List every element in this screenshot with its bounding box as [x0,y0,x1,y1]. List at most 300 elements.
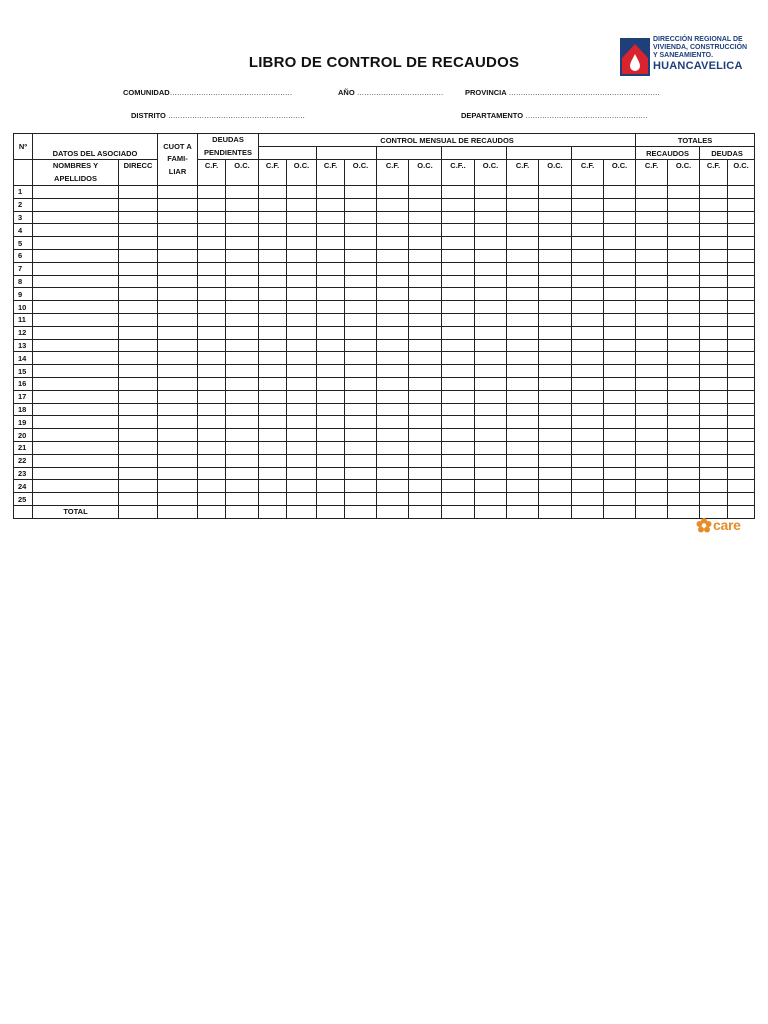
ledger-cell [442,301,475,314]
ledger-cell [475,262,507,275]
ledger-cell [636,326,668,339]
ledger-cell [226,326,259,339]
ledger-cell [409,275,442,288]
ledger-cell [158,262,198,275]
ledger-cell [287,249,317,262]
ledger-cell [119,288,158,301]
ledger-cell [198,454,226,467]
ledger-cell [636,365,668,378]
ledger-cell [539,186,572,199]
ledger-cell [345,429,377,442]
ledger-cell [158,339,198,352]
ledger-cell [33,365,119,378]
row-number: 6 [14,249,33,262]
ledger-cell [668,262,700,275]
ledger-cell [409,301,442,314]
ledger-cell [700,429,728,442]
ledger-cell [572,288,604,301]
row-number: 25 [14,493,33,506]
ledger-cell [507,441,539,454]
header-direcc: DIRECC [119,160,158,186]
ledger-cell [475,403,507,416]
header-month-col: O.C. [409,160,442,186]
ledger-cell [119,403,158,416]
ledger-cell [668,198,700,211]
ledger-cell [226,467,259,480]
ledger-cell [14,505,33,518]
ledger-cell [539,249,572,262]
ledger-cell [317,186,345,199]
ledger-cell [507,365,539,378]
header-month-col: C.F. [507,160,539,186]
ledger-cell [317,249,345,262]
month-group-2 [317,147,377,160]
ledger-cell [539,326,572,339]
ledger-cell [377,186,409,199]
ledger-cell [158,493,198,506]
header-deudas: DEUDAS [700,147,755,160]
ledger-cell [475,416,507,429]
ledger-cell [287,390,317,403]
ledger-cell [287,467,317,480]
ledger-cell [119,224,158,237]
ledger-cell [377,416,409,429]
header-numero-blank [14,160,33,186]
ledger-cell [442,288,475,301]
ledger-cell [33,454,119,467]
ledger-cell [158,429,198,442]
row-number: 14 [14,352,33,365]
ledger-cell [668,441,700,454]
ledger-cell [409,480,442,493]
ledger-cell [507,186,539,199]
ledger-cell [198,301,226,314]
ledger-cell [572,480,604,493]
ledger-cell [539,493,572,506]
ledger-cell [345,416,377,429]
ledger-cell [287,288,317,301]
row-number: 13 [14,339,33,352]
ledger-cell [198,198,226,211]
ledger-cell [345,211,377,224]
ledger-cell [539,429,572,442]
ledger-cell [636,480,668,493]
ledger-cell [442,493,475,506]
anio-label: AÑO [338,88,355,97]
ledger-cell [259,493,287,506]
ledger-cell [700,186,728,199]
ledger-cell [409,339,442,352]
ledger-cell [668,211,700,224]
ledger-cell [119,198,158,211]
ledger-cell [572,301,604,314]
ledger-cell [377,249,409,262]
ledger-cell [442,352,475,365]
ledger-cell [377,198,409,211]
ledger-cell [345,403,377,416]
ledger-cell [33,467,119,480]
ledger-cell [259,326,287,339]
ledger-cell [442,262,475,275]
ledger-cell [33,288,119,301]
ledger-cell [226,301,259,314]
collection-ledger-table [13,133,755,519]
ledger-cell [668,237,700,250]
ledger-cell [377,365,409,378]
ledger-cell [317,211,345,224]
ledger-cell [728,403,755,416]
ledger-cell [198,186,226,199]
ledger-cell [259,275,287,288]
ledger-cell [377,326,409,339]
ledger-cell [700,403,728,416]
ledger-cell [507,416,539,429]
month-group-1 [259,147,317,160]
ledger-cell [377,288,409,301]
document-title: LIBRO DE CONTROL DE RECAUDOS [248,54,520,71]
ledger-cell [33,198,119,211]
ledger-cell [287,377,317,390]
ledger-cell [33,262,119,275]
ledger-cell [409,262,442,275]
ledger-cell [409,429,442,442]
month-group-4 [442,147,507,160]
table-row [14,403,755,416]
ledger-cell [259,237,287,250]
row-number: 11 [14,313,33,326]
ledger-cell [507,352,539,365]
ledger-cell [345,467,377,480]
ledger-cell [636,454,668,467]
ledger-cell [119,467,158,480]
ledger-cell [539,262,572,275]
ledger-cell [345,390,377,403]
ledger-cell [345,237,377,250]
ledger-cell [33,301,119,314]
care-logo [696,516,748,536]
dvcs-huancavelica-logo [620,36,752,78]
ledger-cell [728,467,755,480]
ledger-cell [604,198,636,211]
ledger-cell [409,403,442,416]
anio-field [338,88,443,97]
header-month-col: O.C. [604,160,636,186]
ledger-cell [226,403,259,416]
ledger-cell [317,454,345,467]
ledger-cell [700,224,728,237]
ledger-cell [317,352,345,365]
ledger-cell [287,352,317,365]
ledger-cell [345,313,377,326]
ledger-cell [539,237,572,250]
ledger-cell [198,467,226,480]
ledger-cell [198,224,226,237]
ledger-cell [572,224,604,237]
row-number: 15 [14,365,33,378]
ledger-cell [728,262,755,275]
ledger-cell [198,403,226,416]
ledger-cell [604,288,636,301]
ledger-cell [345,493,377,506]
ledger-cell [198,339,226,352]
ledger-cell [572,211,604,224]
ledger-cell [604,237,636,250]
ledger-cell [539,352,572,365]
departamento-dots: …………………………………………… [525,111,648,120]
row-number: 5 [14,237,33,250]
ledger-body [14,186,755,519]
ledger-cell [287,301,317,314]
ledger-cell [119,441,158,454]
ledger-cell [33,480,119,493]
header-nombres: NOMBRES Y APELLIDOS [33,160,119,186]
ledger-cell [572,454,604,467]
ledger-cell [259,224,287,237]
ledger-cell [668,493,700,506]
ledger-cell [317,377,345,390]
ledger-cell [119,211,158,224]
ledger-cell [198,262,226,275]
distrito-field [131,111,305,120]
ledger-cell [198,237,226,250]
ledger-cell [728,326,755,339]
ledger-cell [636,339,668,352]
ledger-cell [604,275,636,288]
ledger-cell [119,275,158,288]
ledger-cell [198,326,226,339]
ledger-cell [33,339,119,352]
row-number: 20 [14,429,33,442]
ledger-cell [604,390,636,403]
ledger-cell [700,441,728,454]
ledger-cell [317,198,345,211]
ledger-cell [604,480,636,493]
anio-dots: ……………………………… [356,88,444,97]
ledger-cell [539,339,572,352]
ledger-cell [507,288,539,301]
header-numero: Nº [14,134,33,160]
ledger-cell [636,416,668,429]
ledger-cell [636,224,668,237]
ledger-cell [317,416,345,429]
ledger-cell [119,352,158,365]
ledger-cell [728,429,755,442]
ledger-cell [377,505,409,518]
header-month-col: O.C. [345,160,377,186]
ledger-cell [604,429,636,442]
ledger-cell [158,313,198,326]
ledger-cell [377,313,409,326]
row-number: 3 [14,211,33,224]
ledger-cell [604,493,636,506]
header-month-col: O.C. [475,160,507,186]
ledger-cell [539,416,572,429]
ledger-cell [668,429,700,442]
ledger-cell [119,313,158,326]
ledger-cell [259,416,287,429]
ledger-cell [475,352,507,365]
ledger-cell [475,301,507,314]
ledger-cell [507,262,539,275]
header-control-mensual: CONTROL MENSUAL DE RECAUDOS [259,134,636,147]
ledger-cell [259,352,287,365]
ledger-cell [345,288,377,301]
departamento-field [461,111,648,120]
ledger-cell [572,262,604,275]
ledger-cell [287,480,317,493]
ledger-cell [539,454,572,467]
ledger-cell [442,505,475,518]
ledger-cell [539,301,572,314]
ledger-cell [668,454,700,467]
ledger-cell [33,429,119,442]
ledger-cell [728,301,755,314]
ledger-cell [33,416,119,429]
ledger-cell [636,249,668,262]
ledger-cell [442,224,475,237]
table-row [14,326,755,339]
table-row [14,262,755,275]
ledger-cell [33,493,119,506]
header-month-col: C.F.. [442,160,475,186]
ledger-cell [668,403,700,416]
ledger-cell [158,249,198,262]
ledger-cell [700,288,728,301]
ledger-cell [226,441,259,454]
ledger-cell [33,224,119,237]
ledger-cell [636,237,668,250]
table-row [14,288,755,301]
table-row [14,429,755,442]
header-month-col: C.F. [259,160,287,186]
ledger-cell [119,480,158,493]
ledger-cell [475,441,507,454]
ledger-cell [259,211,287,224]
ledger-cell [442,416,475,429]
comunidad-field [123,88,292,97]
ledger-cell [287,429,317,442]
total-label: TOTAL [33,505,119,518]
ledger-cell [287,275,317,288]
ledger-cell [259,313,287,326]
ledger-cell [198,416,226,429]
ledger-cell [33,441,119,454]
ledger-cell [158,301,198,314]
ledger-cell [604,313,636,326]
ledger-cell [604,262,636,275]
ledger-cell [119,326,158,339]
row-number: 7 [14,262,33,275]
ledger-cell [409,467,442,480]
ledger-cell [539,288,572,301]
ledger-cell [636,429,668,442]
ledger-cell [507,390,539,403]
ledger-cell [475,480,507,493]
table-row [14,390,755,403]
ledger-cell [475,390,507,403]
header-totales-deudas-oc: O.C. [728,160,755,186]
ledger-cell [728,339,755,352]
ledger-cell [226,249,259,262]
ledger-cell [475,493,507,506]
ledger-cell [409,390,442,403]
ledger-cell [728,390,755,403]
ledger-cell [475,249,507,262]
ledger-cell [507,493,539,506]
ledger-cell [604,186,636,199]
ledger-cell [442,186,475,199]
ledger-cell [728,377,755,390]
ledger-cell [475,454,507,467]
ledger-cell [409,313,442,326]
ledger-cell [226,493,259,506]
ledger-cell [475,211,507,224]
ledger-cell [604,211,636,224]
ledger-cell [119,262,158,275]
ledger-cell [539,467,572,480]
ledger-cell [700,493,728,506]
ledger-cell [345,441,377,454]
ledger-cell [409,288,442,301]
ledger-cell [475,339,507,352]
ledger-cell [475,326,507,339]
ledger-cell [287,365,317,378]
ledger-cell [668,288,700,301]
ledger-cell [604,441,636,454]
ledger-cell [287,454,317,467]
ledger-cell [475,429,507,442]
ledger-cell [700,313,728,326]
ledger-cell [119,365,158,378]
table-row [14,313,755,326]
ledger-cell [636,186,668,199]
ledger-cell [119,429,158,442]
comunidad-dots: …………………………………………… [169,88,293,97]
ledger-cell [287,441,317,454]
row-number: 8 [14,275,33,288]
ledger-cell [636,301,668,314]
ledger-cell [700,339,728,352]
departamento-label: DEPARTAMENTO [461,111,524,120]
table-row [14,493,755,506]
ledger-cell [668,352,700,365]
table-row [14,249,755,262]
ledger-cell [572,467,604,480]
ledger-cell [198,313,226,326]
ledger-cell [158,416,198,429]
ledger-cell [442,480,475,493]
ledger-cell [226,429,259,442]
ledger-cell [572,339,604,352]
ledger-cell [475,237,507,250]
ledger-cell [158,237,198,250]
ledger-cell [287,198,317,211]
ledger-cell [572,313,604,326]
ledger-cell [226,416,259,429]
ledger-cell [539,390,572,403]
ledger-cell [33,186,119,199]
ledger-cell [442,275,475,288]
logo-line-2: VIVIENDA, CONSTRUCCIÓN [653,44,748,51]
ledger-cell [572,365,604,378]
ledger-cell [198,505,226,518]
ledger-cell [158,211,198,224]
ledger-cell [158,480,198,493]
ledger-cell [287,416,317,429]
ledger-cell [409,454,442,467]
ledger-cell [317,441,345,454]
ledger-cell [119,237,158,250]
